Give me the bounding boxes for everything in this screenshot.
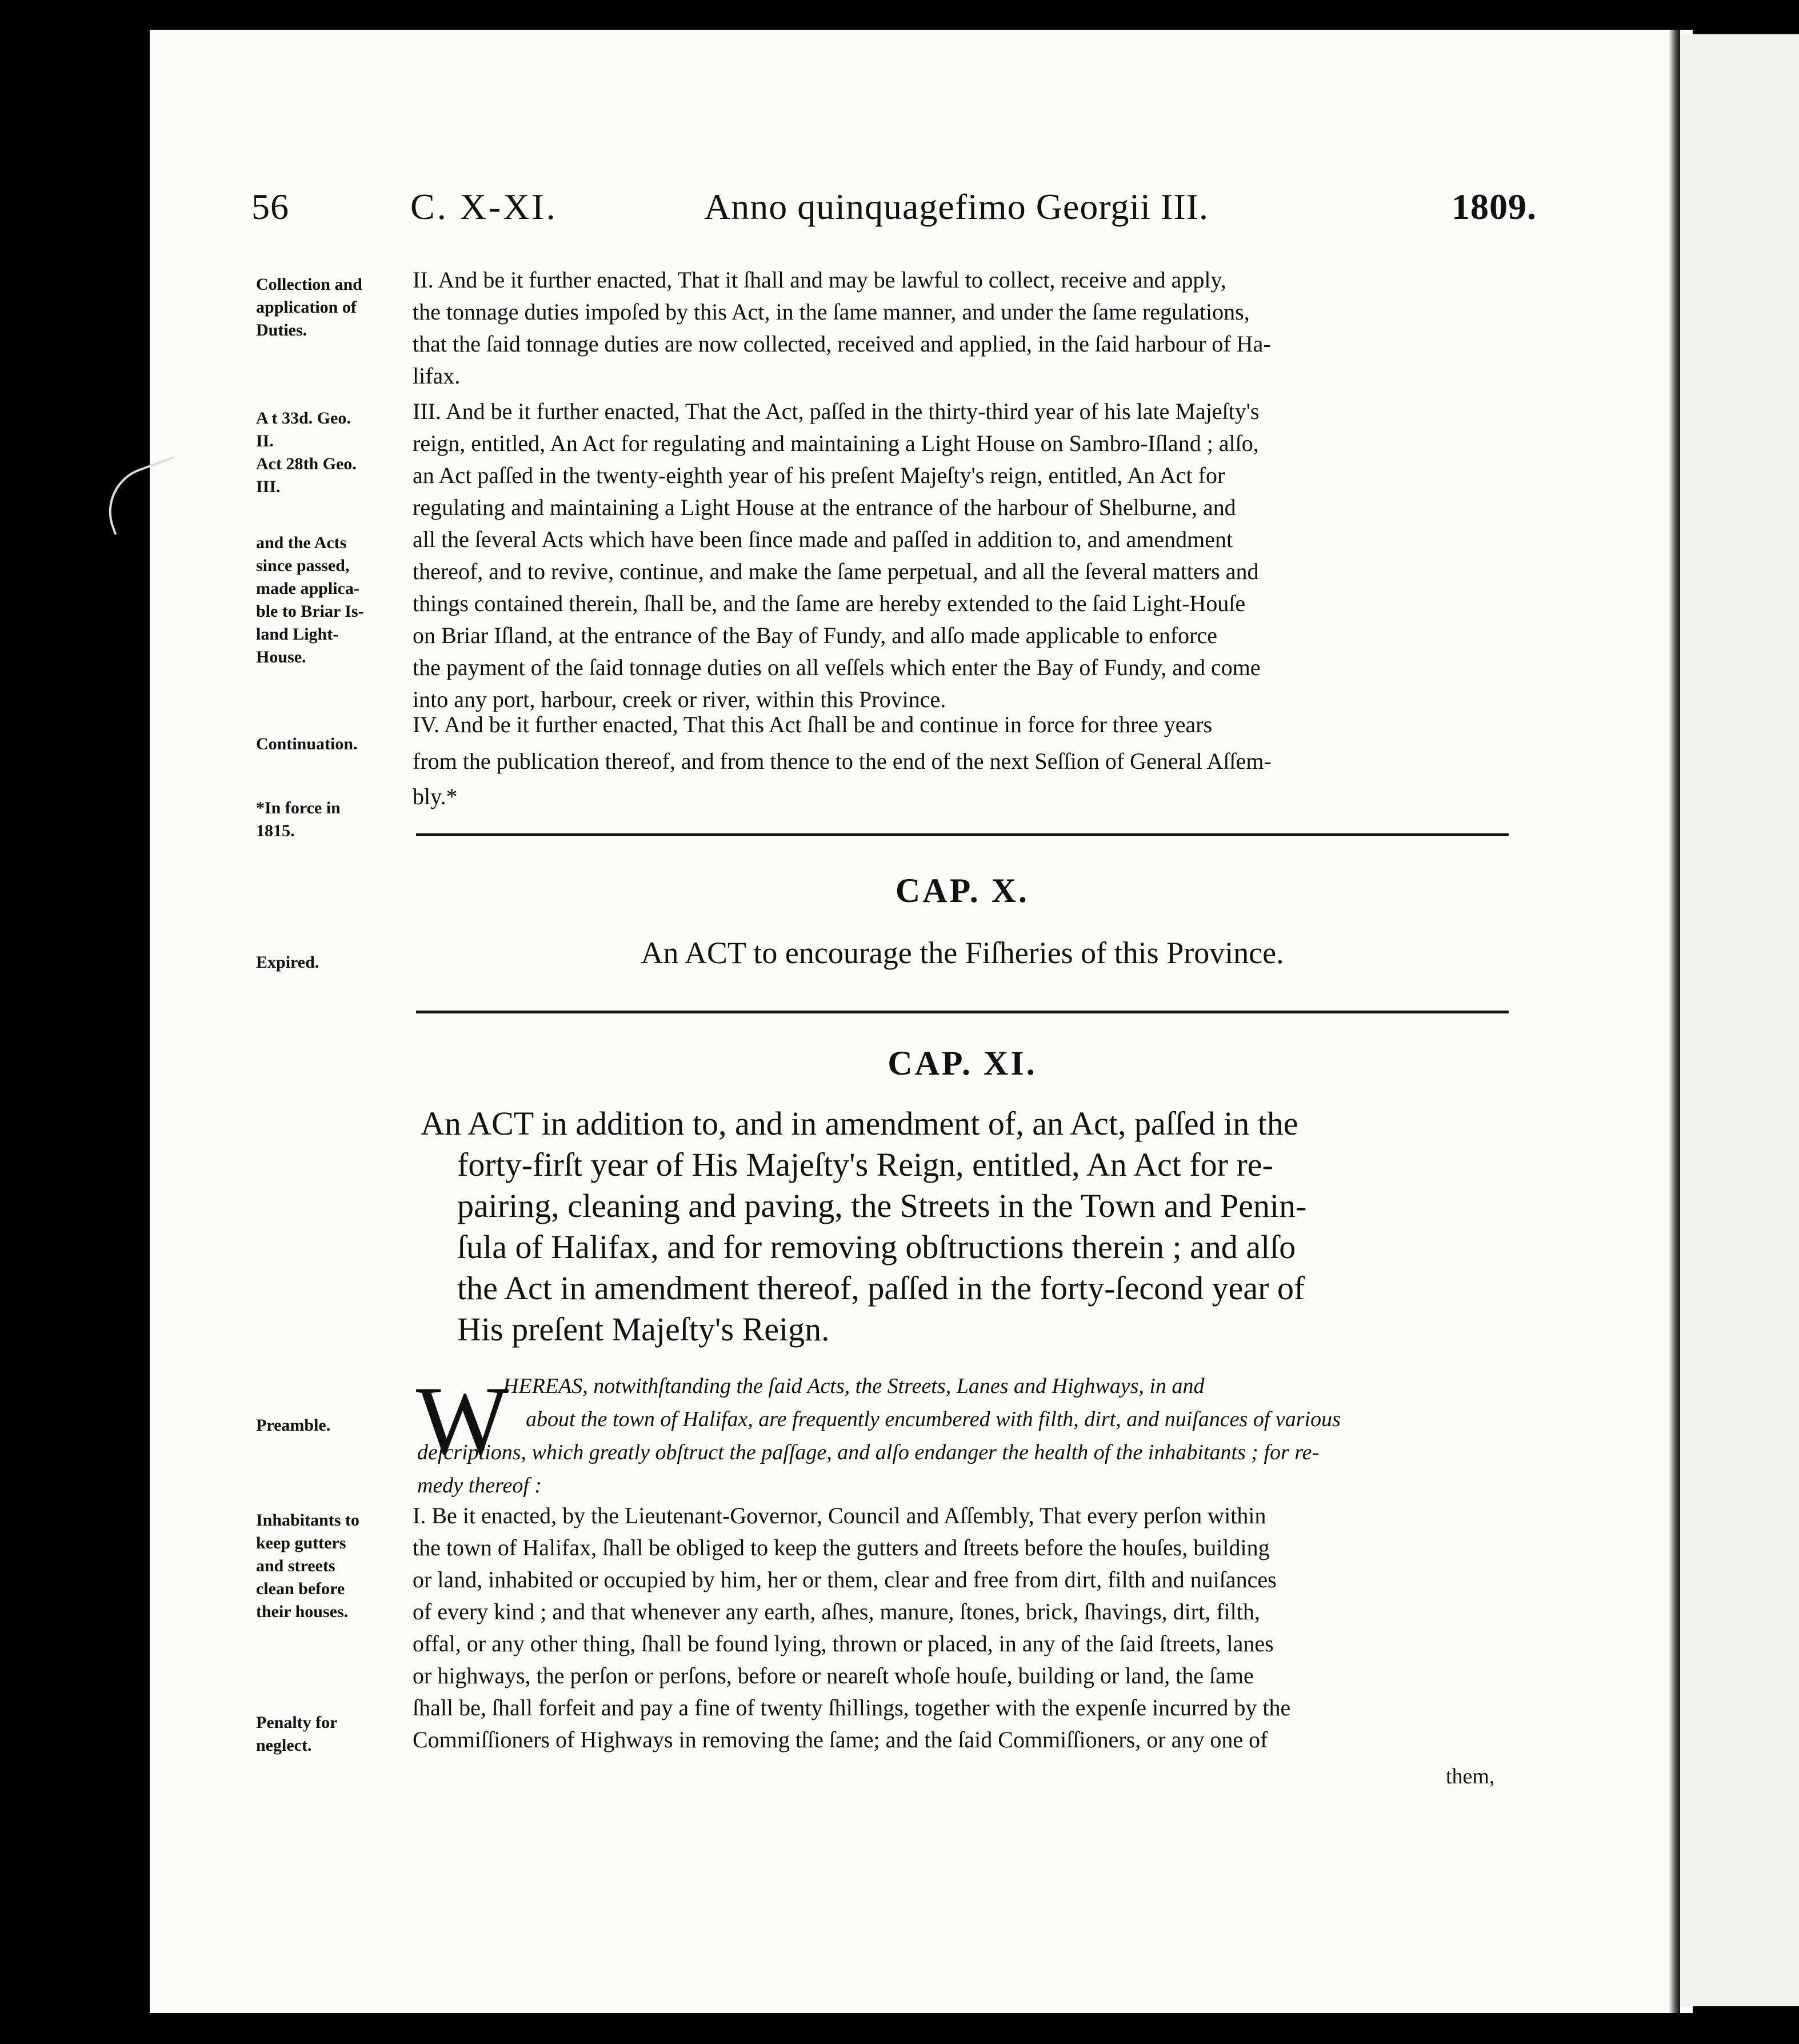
text-line: reign, entitled, An Act for regulating and maintaining a Light House on Sambro-Iſland ; alſo, (413, 430, 1259, 456)
text-line: offal, or any other thing, ſhall be found lying, thrown or placed, in any of the ſaid ſtreets, lanes (413, 1631, 1274, 1656)
cap-xi-title-line: the Act in amendment thereof, paſſed in the forty-ſecond year of (457, 1269, 1305, 1307)
year: 1809. (1452, 186, 1537, 227)
margin-note-preamble: Preamble. (256, 1416, 331, 1435)
margin-note-acts-ref: A t 33d. Geo. II. Act 28th Geo. III. (256, 409, 357, 496)
text-line: or land, inhabited or occupied by him, her or them, clear and free from dirt, filth and nuiſances (413, 1567, 1277, 1592)
running-title: Anno quinquagefimo Georgii III. (704, 186, 1209, 227)
text-line: I. Be it enacted, by the Lieutenant-Governor, Council and Aſſembly, That every perſon within (413, 1503, 1266, 1528)
text-line: the town of Halifax, ſhall be obliged to keep the gutters and ſtreets before the houſes, building (413, 1535, 1270, 1560)
text-line: or highways, the perſon or perſons, before or neareſt whoſe houſe, building or land, the ſame (413, 1663, 1254, 1688)
cap-xi-title-line: His preſent Majeſty's Reign. (457, 1311, 830, 1348)
running-header (229, 186, 1537, 237)
text-line: lifax. (413, 363, 461, 389)
text-line: things contained therein, ſhall be, and the ſame are hereby extended to the ſaid Light-Houſe (413, 590, 1246, 616)
text-line: bly.* (413, 784, 458, 809)
preamble-line: deſcriptions, which greatly obſtruct the paſſage, and alſo endanger the health of the inhabitants ; for re- (417, 1440, 1320, 1464)
margin-note-expired: Expired. (256, 953, 319, 972)
cap-x-title: An ACT to encourage the Fiſheries of this Province. (641, 936, 1284, 970)
section-rule (416, 833, 1509, 836)
facing-page-edge (1680, 34, 1799, 2006)
cap-xi-heading: CAP. XI. (887, 1044, 1037, 1082)
preamble-line: HEREAS, notwithſtanding the ſaid Acts, the Streets, Lanes and Highways, in and (503, 1374, 1205, 1398)
text-line: the tonnage duties impoſed by this Act, in the ſame manner, and under the ſame regulations, (413, 299, 1250, 325)
text-line: of every kind ; and that whenever any earth, aſhes, manure, ſtones, brick, ſhavings, dirt, filth, (413, 1599, 1260, 1624)
text-line: III. And be it further enacted, That the Act, paſſed in the thirty-third year of his late Majeſty's (413, 398, 1260, 424)
margin-note-continuation: Continuation. (256, 734, 358, 753)
text-line: IV. And be it further enacted, That this Act ſhall be and continue in force for three years (413, 712, 1213, 737)
drop-cap: W (416, 1367, 509, 1475)
margin-note-penalty: Penalty for neglect. (256, 1713, 338, 1755)
chapter-reference: C. X-XI. (410, 186, 558, 227)
cap-xi-title-line: An ACT in addition to, and in amendment of, an Act, paſſed in the (421, 1105, 1298, 1142)
page-number: 56 (251, 186, 289, 227)
section-rule (416, 1011, 1509, 1013)
margin-note-in-force: *In force in 1815. (256, 799, 341, 840)
cap-xi-title-line: forty-firſt year of His Majeſty's Reign, entitled, An Act for re- (457, 1146, 1273, 1183)
text-line: into any port, harbour, creek or river, within this Province. (413, 686, 946, 712)
margin-note-duties: Collection and application of Duties. (256, 275, 362, 340)
text-line: Commiſſioners of Highways in removing the ſame; and the ſaid Commiſſioners, or any one of (413, 1727, 1268, 1752)
preamble-line: about the town of Halifax, are frequently encumbered with filth, dirt, and nuiſances of various (526, 1407, 1341, 1431)
text-line: on Briar Iſland, at the entrance of the Bay of Fundy, and alſo made applicable to enforce (413, 622, 1217, 648)
text-line: an Act paſſed in the twenty-eighth year of his preſent Majeſty's reign, entitled, An Act for (413, 462, 1225, 488)
preamble-line: medy thereof : (417, 1474, 542, 1498)
text-line: regulating and maintaining a Light House at the entrance of the harbour of Shelburne, and (413, 494, 1236, 520)
text-line: ſhall be, ſhall forfeit and pay a fine of twenty ſhillings, together with the expenſe incurred by the (413, 1695, 1291, 1720)
margin-note-inhabitants: Inhabitants to keep gutters and streets clean before their houses. (256, 1511, 359, 1621)
cap-x-heading: CAP. X. (895, 872, 1030, 909)
text-line: that the ſaid tonnage duties are now collected, received and applied, in the ſaid harbour of Ha- (413, 331, 1271, 357)
catchword: them, (1446, 1764, 1495, 1788)
text-line: thereof, and to revive, continue, and make the ſame perpetual, and all the ſeveral matters and (413, 558, 1259, 584)
cap-xi-title-line: ſula of Halifax, and for removing obſtructions therein ; and alſo (457, 1228, 1296, 1265)
text-line: from the publication thereof, and from thence to the end of the next Seſſion of General Aſſem- (413, 748, 1272, 774)
text-line: the payment of the ſaid tonnage duties on all veſſels which enter the Bay of Fundy, and come (413, 654, 1261, 680)
text-line: all the ſeveral Acts which have been ſince made and paſſed in addition to, and amendment (413, 526, 1233, 552)
text-line: II. And be it further enacted, That it ſhall and may be lawful to collect, receive and apply, (413, 267, 1226, 293)
margin-note-briar-island: and the Acts since passed, made applica- ble to Briar Is- land Light- House. (256, 533, 364, 666)
cap-xi-title-line: pairing, cleaning and paving, the Streets in the Town and Penin- (457, 1187, 1307, 1224)
page-gutter (1669, 30, 1680, 2013)
